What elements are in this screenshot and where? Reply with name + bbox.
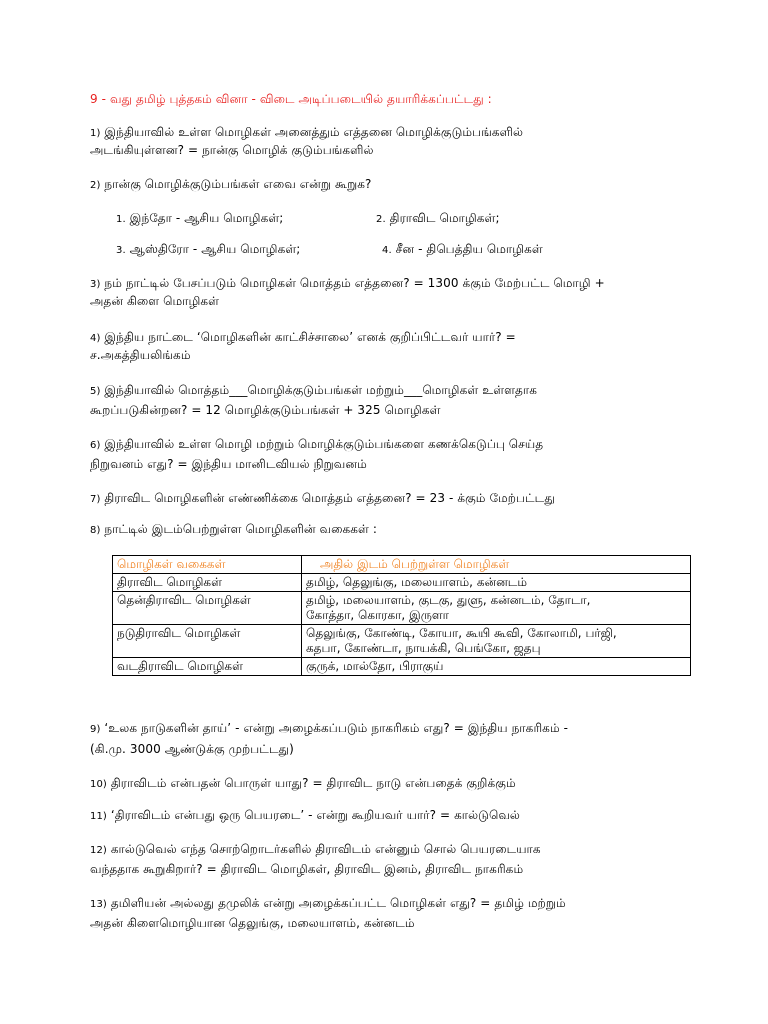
question-text: இந்திய நாட்டை ‘மொழிகளின் காட்சிச்சாலை’ எனக் குறிப்பிட்டவர் யார்? = [104,330,516,344]
question-12-line-1 [90,842,541,858]
question-number: 3) [90,279,101,290]
table-cell-languages [302,625,691,658]
item-number: 4. [382,245,392,256]
table-cell-languages [302,658,691,676]
question-2 [90,177,371,193]
question-number: 9) [90,724,101,735]
list-item [116,242,300,258]
question-text: நாட்டில் இடம்பெற்றுள்ள மொழிகளின் வகைகள் : [104,522,378,536]
question-text: கால்டுவெல் எந்த சொற்றொடர்களில் திராவிடம் என்னும் சொல் பெயரடையாக [110,842,541,856]
question-13-line-1 [90,896,566,912]
table-row [113,592,691,625]
languages-line: தமிழ், தெலுங்கு, மலையாளம், கன்னடம் [306,575,527,589]
item-text: இந்தோ - ஆசிய மொழிகள்; [129,211,284,225]
table-cell-type: வடதிராவிட மொழிகள் [113,658,302,676]
question-13-line-2: அதன் கிளைமொழியான தெலுங்கு, மலையாளம், கன்னடம் [90,916,415,930]
question-text: நான்கு மொழிக்குடும்பங்கள் எவை என்று கூறுக? [104,177,372,191]
page-heading: 9 - வது தமிழ் புத்தகம் வினா - விடை அடிப்படையில் தயாரிக்கப்பட்டது : [90,92,492,106]
question-number: 2) [90,180,101,191]
list-item [116,211,283,227]
question-text: நம் நாட்டில் பேசப்படும் மொழிகள் மொத்தம் எத்தனை? = 1300 க்கும் மேற்பட்ட மொழி + [104,276,605,290]
question-number: 7) [90,494,101,505]
question-6-line-2: நிறுவனம் எது? = இந்திய மானிடவியல் நிறுவனம் [90,457,367,471]
question-text: திராவிடம் என்பதன் பொருள் யாது? = திராவிட நாடு என்பதைக் குறிக்கும் [110,776,516,790]
table-row [113,658,691,676]
question-number: 12) [90,845,107,856]
question-1-line-2: அடங்கியுள்ளன? = நான்கு மொழிக் குடும்பங்களில் [90,143,374,157]
languages-line: கோத்தா, கொரகா, இருளா [306,608,449,622]
question-5-line-1 [90,383,537,399]
question-6-line-1 [90,437,543,453]
item-number: 1. [116,214,126,225]
question-text: இந்தியாவில் மொத்தம்___மொழிக்குடும்பங்கள் மற்றும்___மொழிகள் உள்ளதாக [104,383,538,397]
table-cell-languages [302,574,691,592]
item-text: ஆஸ்திரோ - ஆசிய மொழிகள்; [129,242,301,256]
question-5-line-2: கூறப்படுகின்றன? = 12 மொழிக்குடும்பங்கள் + 325 மொழிகள் [90,403,441,417]
list-item [376,211,500,227]
question-text: ‘திராவிடம் என்பது ஒரு பெயரடை’ - என்று கூறியவர் யார்? = கால்டுவெல் [110,808,520,822]
question-4-line-1 [90,330,516,346]
table-cell-type: நடுதிராவிட மொழிகள் [113,625,302,658]
question-number: 10) [90,779,107,790]
table-cell-type: திராவிட மொழிகள் [113,574,302,592]
question-number: 6) [90,440,101,451]
table-header-cell: மொழிகள் வகைகள் [113,556,302,574]
question-9-line-1 [90,721,568,737]
question-text: தமிளியன் அல்லது தமுலிக் என்று அழைக்கப்பட்ட மொழிகள் எது? = தமிழ் மற்றும் [110,896,566,910]
table-header-cell: அதில் இடம் பெற்றுள்ள மொழிகள் [302,556,691,574]
question-10 [90,776,516,792]
table-row [113,625,691,658]
table-cell-languages [302,592,691,625]
table-cell-type: தென்திராவிட மொழிகள் [113,592,302,625]
question-text: திராவிட மொழிகளின் எண்ணிக்கை மொத்தம் எத்தனை? = 23 - க்கும் மேற்பட்டது [104,491,555,505]
question-8 [90,522,377,538]
question-number: 8) [90,525,101,536]
item-text: திராவிட மொழிகள்; [389,211,500,225]
question-4-line-2: ச.அகத்தியலிங்கம் [90,348,191,362]
question-text: இந்தியாவில் உள்ள மொழி மற்றும் மொழிக்குடும்பங்களை கணக்கெடுப்பு செய்த [104,437,544,451]
languages-line: குருக், மால்தோ, பிராகுய் [306,659,444,673]
question-text: ‘உலக நாடுகளின் தாய்’ - என்று அழைக்கப்படும் நாகரிகம் எது? = இந்திய நாகரிகம் - [104,721,569,735]
languages-line: தெலுங்கு, கோண்டி, கோயா, கூயி கூவி, கோலாமி, பர்ஜி, [306,626,617,640]
question-9-line-2: (கி.மு. 3000 ஆண்டுக்கு முற்பட்டது) [90,742,294,756]
question-number: 11) [90,811,107,822]
question-3-line-2: அதன் கிளை மொழிகள் [90,294,220,308]
languages-line: கதபா, கோண்டா, நாயக்கி, பெங்கோ, ஜதபு [306,641,541,655]
question-1-line-1 [90,125,523,141]
question-number: 1) [90,128,101,139]
table-header-row [113,556,691,574]
item-number: 2. [376,214,386,225]
question-text: இந்தியாவில் உள்ள மொழிகள் அனைத்தும் எத்தனை மொழிக்குடும்பங்களில் [104,125,524,139]
question-7 [90,491,555,507]
item-number: 3. [116,245,126,256]
question-12-line-2: வந்ததாக கூறுகிறார்? = திராவிட மொழிகள், திராவிட இனம், திராவிட நாகரிகம் [90,862,524,876]
question-3-line-1 [90,276,605,292]
question-number: 4) [90,333,101,344]
table-row [113,574,691,592]
question-number: 5) [90,386,101,397]
question-11 [90,808,520,824]
question-number: 13) [90,899,107,910]
item-text: சீன - திபெத்திய மொழிகள் [395,242,543,256]
language-types-table [112,555,691,676]
languages-line: தமிழ், மலையாளம், குடகு, துளு, கன்னடம், தோடா, [306,593,591,607]
list-item [382,242,543,258]
